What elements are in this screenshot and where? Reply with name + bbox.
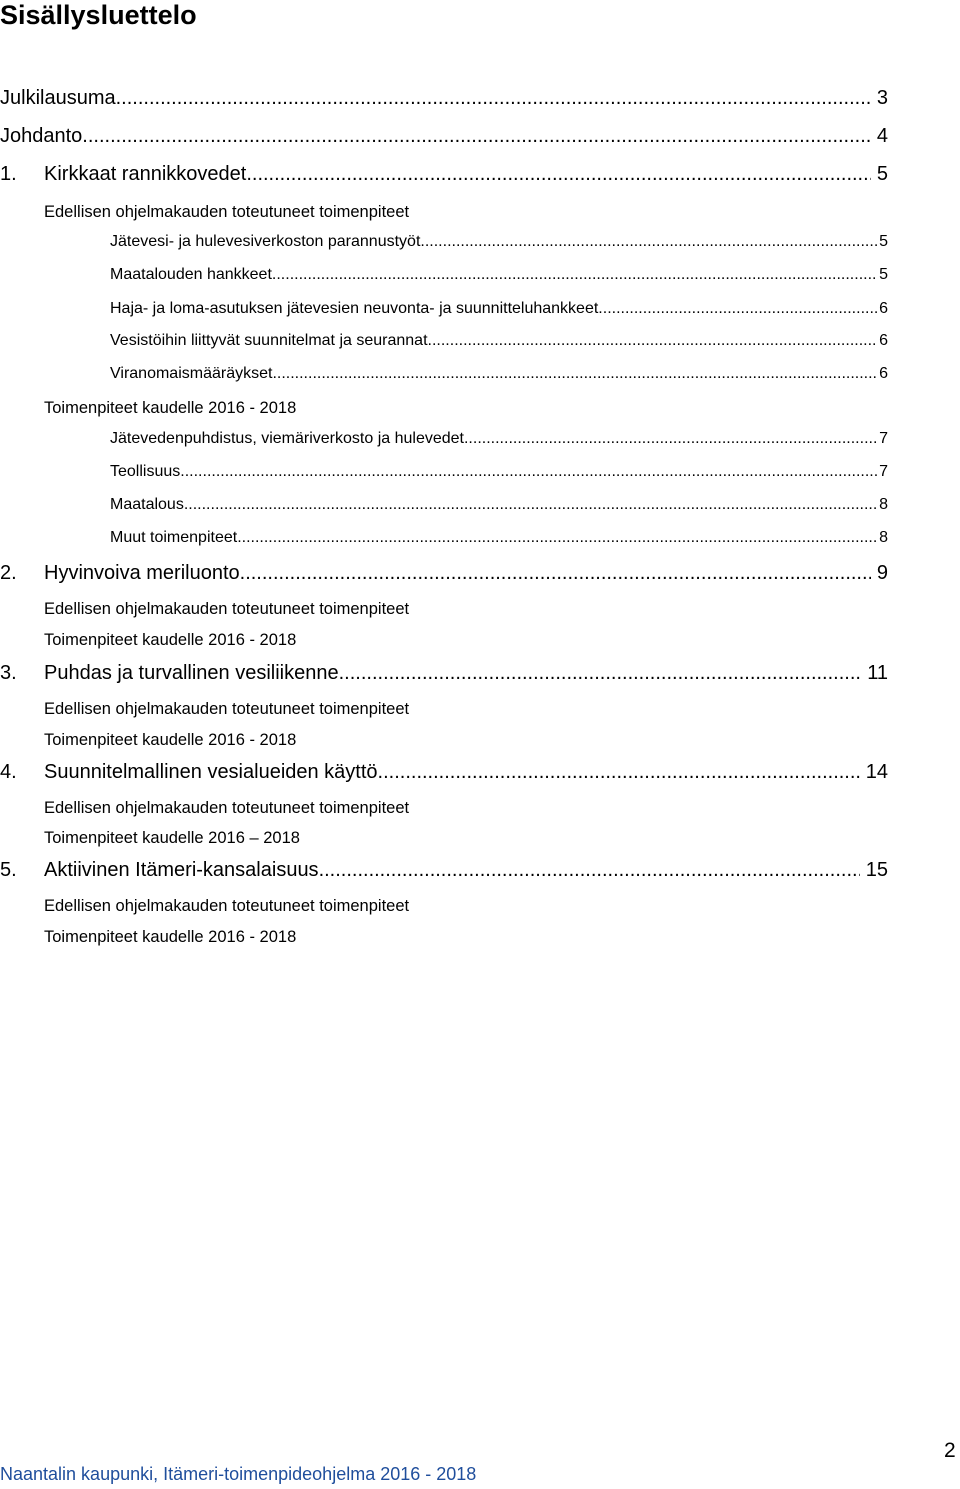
toc-entry-page: 7 [879, 463, 888, 480]
toc-entry[interactable] [0, 162, 888, 186]
toc-entry[interactable] [0, 561, 888, 585]
dot-leader [180, 460, 877, 484]
toc-entry-title: Toimenpiteet kaudelle 2016 – 2018 [44, 829, 300, 847]
toc-entry-title: Viranomaismääräykset [110, 365, 273, 382]
toc-entry-page: 6 [879, 300, 888, 317]
toc-entry[interactable] [44, 628, 296, 652]
dot-leader [428, 329, 878, 353]
toc-entry-title: Puhdas ja turvallinen vesiliikenne [44, 662, 339, 684]
toc-entry[interactable] [110, 263, 888, 287]
toc-entry[interactable] [44, 826, 300, 850]
toc-entry-title: Suunnitelmallinen vesialueiden käyttö [44, 761, 378, 783]
toc-entry-page: 6 [879, 332, 888, 349]
toc-entry[interactable] [110, 526, 888, 550]
toc-entry-title: Edellisen ohjelmakauden toteutuneet toimenpiteet [44, 799, 410, 817]
dot-leader [246, 162, 871, 186]
dot-leader [116, 86, 871, 110]
toc-entry[interactable] [110, 460, 888, 484]
toc-entry[interactable] [110, 297, 888, 321]
toc-entry-title: Edellisen ohjelmakauden toteutuneet toimenpiteet [44, 203, 410, 221]
page-number: 2 [944, 1439, 956, 1462]
toc-entry-page: 5 [876, 163, 888, 185]
toc-entry[interactable] [0, 760, 888, 784]
toc-entry[interactable] [0, 661, 888, 685]
toc-entry-page: 5 [879, 233, 888, 250]
dot-leader [464, 427, 877, 451]
dot-leader [420, 230, 877, 254]
dot-leader [184, 493, 877, 517]
toc-entry[interactable] [110, 362, 888, 386]
toc-entry-page: 6 [879, 365, 888, 382]
footer-text: Naantalin kaupunki, Itämeri-toimenpideohjelma 2016 - 2018 [0, 1464, 477, 1484]
dot-leader [240, 561, 871, 585]
toc-entry[interactable] [0, 86, 888, 110]
toc-entry-title: Haja- ja loma-asutuksen jätevesien neuvonta- ja suunnitteluhankkeet [110, 300, 599, 317]
toc-entry[interactable] [110, 493, 888, 517]
toc-entry-page: 8 [879, 529, 888, 546]
toc-entry-title: Johdanto [0, 125, 83, 147]
toc-entry-title: Maatalous [110, 496, 184, 513]
toc-entry[interactable] [110, 230, 888, 254]
toc-entry[interactable] [44, 894, 409, 918]
toc-entry-page: 15 [865, 859, 888, 881]
toc-entry-page: 14 [865, 761, 888, 783]
toc-entry-title: Toimenpiteet kaudelle 2016 - 2018 [44, 631, 297, 649]
toc-entry-number: 3. [0, 662, 17, 684]
toc-entry-title: Julkilausuma [0, 87, 116, 109]
toc-entry-page: 7 [879, 430, 888, 447]
toc-entry-title: Teollisuus [110, 463, 181, 480]
toc-entry[interactable] [0, 124, 888, 148]
toc-entry[interactable] [110, 427, 888, 451]
toc-entry-title: Aktiivinen Itämeri-kansalaisuus [44, 859, 319, 881]
page-title: Sisällysluettelo [0, 0, 197, 30]
toc-entry-title: Vesistöihin liittyvät suunnitelmat ja seurannat [110, 332, 428, 349]
toc-entry[interactable] [44, 597, 409, 621]
toc-entry-title: Jätevedenpuhdistus, viemäriverkosto ja hulevedet [110, 430, 464, 447]
dot-leader [272, 263, 877, 287]
toc-entry-title: Edellisen ohjelmakauden toteutuneet toimenpiteet [44, 700, 410, 718]
toc-entry[interactable] [44, 200, 409, 224]
toc-entry-page: 5 [879, 266, 888, 283]
toc-entry-number: 5. [0, 859, 17, 881]
toc-entry-page: 4 [876, 125, 888, 147]
toc-entry[interactable] [44, 796, 409, 820]
toc-entry[interactable] [110, 329, 888, 353]
toc-entry-title: Toimenpiteet kaudelle 2016 - 2018 [44, 399, 297, 417]
toc-entry-number: 1. [0, 163, 17, 185]
toc-entry-page: 9 [876, 562, 888, 584]
toc-entry-title: Edellisen ohjelmakauden toteutuneet toimenpiteet [44, 600, 410, 618]
toc-entry-title: Toimenpiteet kaudelle 2016 - 2018 [44, 731, 297, 749]
toc-entry-number: 4. [0, 761, 17, 783]
toc-entry-number: 2. [0, 562, 17, 584]
toc-entry[interactable] [44, 396, 296, 420]
toc-entry[interactable] [44, 697, 409, 721]
toc-entry[interactable] [44, 925, 296, 949]
toc-entry-title: Hyvinvoiva meriluonto [44, 562, 240, 584]
dot-leader [82, 124, 871, 148]
dot-leader [598, 297, 877, 321]
toc-entry[interactable] [0, 858, 888, 882]
toc-entry-title: Edellisen ohjelmakauden toteutuneet toimenpiteet [44, 897, 410, 915]
dot-leader [339, 661, 862, 685]
toc-entry-title: Kirkkaat rannikkovedet [44, 163, 247, 185]
toc-entry-title: Maatalouden hankkeet [110, 266, 272, 283]
toc-entry-title: Jätevesi- ja hulevesiverkoston parannustyöt [110, 233, 421, 250]
toc-entry-page: 8 [879, 496, 888, 513]
toc-entry[interactable] [44, 728, 296, 752]
dot-leader [237, 526, 877, 550]
toc-entry-page: 11 [867, 662, 888, 684]
dot-leader [272, 362, 877, 386]
toc-entry-title: Toimenpiteet kaudelle 2016 - 2018 [44, 928, 297, 946]
dot-leader [378, 760, 860, 784]
dot-leader [319, 858, 860, 882]
toc-entry-page: 3 [876, 87, 888, 109]
toc-entry-title: Muut toimenpiteet [110, 529, 238, 546]
